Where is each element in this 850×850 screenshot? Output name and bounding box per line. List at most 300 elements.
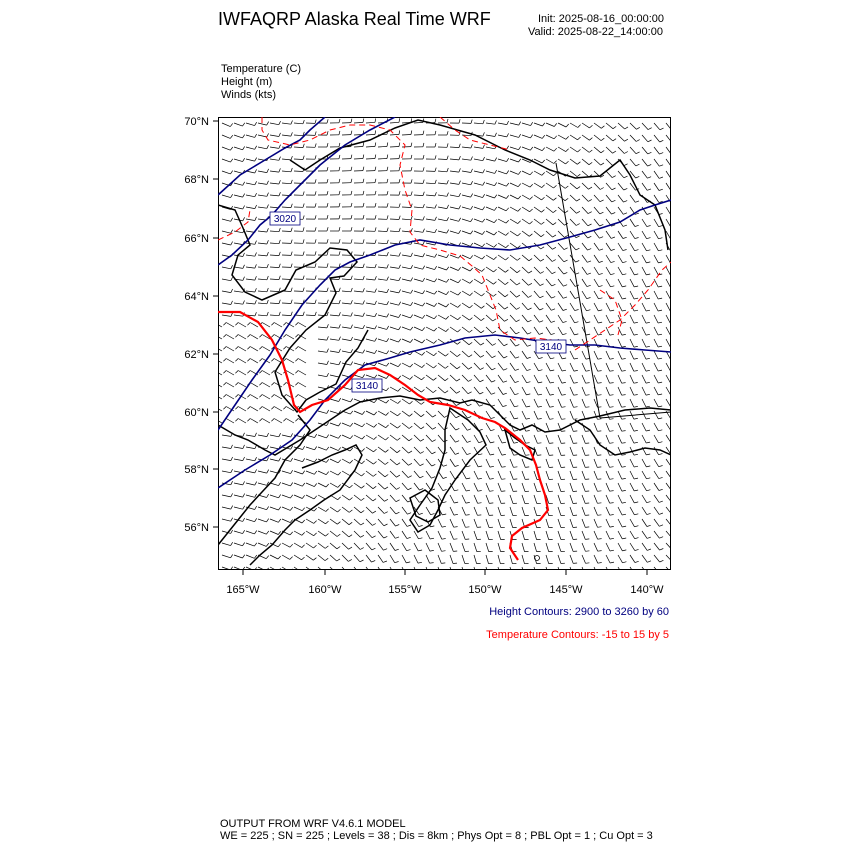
wind-barb xyxy=(330,483,338,487)
wind-barb-flag xyxy=(481,318,484,320)
wind-barb xyxy=(642,543,647,550)
wind-barb-flag xyxy=(235,419,238,422)
wind-barb-flag xyxy=(636,176,640,178)
wind-barb xyxy=(582,159,589,165)
wind-barb-flag xyxy=(327,119,328,123)
wind-barb-flag xyxy=(588,199,592,201)
wind-barb xyxy=(426,567,429,575)
wind-barb xyxy=(426,207,435,208)
wind-barb xyxy=(486,231,494,235)
wind-barb xyxy=(666,423,671,431)
wind-barb xyxy=(558,375,562,383)
wind-barb xyxy=(298,383,306,388)
height-label-text: 3140 xyxy=(355,381,379,392)
wind-barb xyxy=(234,567,242,570)
wind-barb-flag xyxy=(223,383,226,386)
wind-barb xyxy=(354,435,362,439)
wind-barb xyxy=(354,267,363,268)
wind-barb-flag xyxy=(647,238,651,239)
wind-barb xyxy=(402,219,411,220)
wind-barb-flag xyxy=(659,454,663,455)
wind-barb xyxy=(498,555,500,564)
wind-barb xyxy=(366,351,375,354)
wind-barb xyxy=(534,195,542,200)
wind-barb xyxy=(546,159,554,164)
wind-barb xyxy=(270,507,279,510)
wind-barb xyxy=(606,435,610,443)
wind-barb-flag xyxy=(575,310,579,311)
wind-barb-flag xyxy=(375,338,377,342)
wind-barb-flag xyxy=(420,464,424,466)
wind-barb xyxy=(570,195,577,201)
wind-barb xyxy=(258,243,267,244)
wind-barb-flag xyxy=(492,381,496,383)
wind-barb xyxy=(378,567,383,575)
wind-barb-flag xyxy=(660,153,664,155)
wind-barb-flag xyxy=(647,561,651,563)
wind-barb-flag xyxy=(502,467,506,468)
wind-barb-flag xyxy=(447,217,449,221)
wind-barb xyxy=(486,555,489,564)
wind-barb-flag xyxy=(361,523,364,525)
wind-barb xyxy=(630,147,636,154)
wind-barb-flag xyxy=(470,280,473,283)
wind-barb-flag xyxy=(279,168,281,172)
wind-barb-flag xyxy=(373,499,376,501)
wind-barb-flag xyxy=(671,177,675,178)
wind-barb xyxy=(606,291,610,299)
wind-barb-flag xyxy=(469,318,472,321)
wind-barb-flag xyxy=(647,177,651,179)
wind-barb xyxy=(654,243,658,251)
wind-barb xyxy=(258,507,267,510)
wind-barb xyxy=(462,159,471,160)
height-label-text: 3020 xyxy=(273,214,297,225)
wind-barb-flag xyxy=(539,370,543,371)
wind-barb-flag xyxy=(351,239,352,243)
wind-barb xyxy=(402,483,408,490)
wind-barb-flag xyxy=(373,511,376,513)
wind-barb xyxy=(498,435,502,443)
longitude-axis xyxy=(243,570,647,575)
wind-barb xyxy=(486,243,494,247)
wind-barb-flag xyxy=(423,192,424,196)
wind-barb-flag xyxy=(563,334,567,335)
wind-barb xyxy=(214,323,222,328)
wind-barb-flag xyxy=(302,520,305,523)
wind-barb-flag xyxy=(255,531,257,534)
wind-barb xyxy=(378,339,387,342)
wind-barb xyxy=(642,411,646,419)
wind-barb xyxy=(618,123,625,129)
wind-barb-flag xyxy=(550,382,554,383)
wind-barb-flag xyxy=(610,383,614,384)
wind-barb xyxy=(474,531,477,540)
wind-barb-flag xyxy=(468,380,472,382)
wind-barb-flag xyxy=(671,406,675,407)
wind-barb-flag xyxy=(235,335,238,338)
wind-barb-flag xyxy=(351,300,353,304)
wind-barb-flag xyxy=(598,322,602,323)
wind-barb xyxy=(250,383,258,388)
wind-barb-flag xyxy=(454,539,458,540)
wind-barb-flag xyxy=(611,249,615,250)
wind-barb xyxy=(318,531,325,536)
wind-barb-flag xyxy=(231,518,233,522)
wind-barb-flag xyxy=(659,525,663,527)
wind-barb-flag xyxy=(538,406,542,407)
wind-barb xyxy=(666,315,670,323)
wind-barb-flag xyxy=(211,323,214,326)
wind-barb-flag xyxy=(398,376,401,379)
wind-barb xyxy=(366,495,373,501)
wind-barb-flag xyxy=(279,121,281,125)
wind-barb-flag xyxy=(398,364,401,367)
wind-barb xyxy=(510,519,513,528)
wind-barb xyxy=(546,195,553,200)
wind-barb-flag xyxy=(271,371,274,374)
wind-barb xyxy=(510,159,519,162)
wind-barb-flag xyxy=(267,457,269,461)
wind-barb-flag xyxy=(466,502,470,503)
wind-barb xyxy=(522,447,525,455)
wind-barb xyxy=(498,531,501,540)
wind-barb-flag xyxy=(443,465,447,466)
wind-barb-flag xyxy=(361,511,364,513)
wind-barb xyxy=(234,291,243,292)
wind-barb xyxy=(594,375,598,383)
wind-barb-flag xyxy=(434,291,436,294)
wind-barb xyxy=(558,315,563,323)
wind-barb xyxy=(414,122,423,123)
wind-barb-flag xyxy=(387,179,388,183)
wind-barb-flag xyxy=(443,502,447,503)
wind-barb-flag xyxy=(480,392,484,394)
wind-barb-flag xyxy=(271,335,274,338)
wind-barb-flag xyxy=(471,206,473,209)
wind-barb xyxy=(570,147,578,152)
wind-barb-flag xyxy=(302,557,305,560)
wind-barb xyxy=(594,195,600,202)
wind-barb xyxy=(654,159,659,166)
wind-barb-flag xyxy=(501,491,505,492)
valid-time: Valid: 2025-08-22_14:00:00 xyxy=(528,26,663,38)
wind-barb xyxy=(582,387,586,395)
wind-barb xyxy=(222,147,230,150)
wind-barb xyxy=(522,339,527,346)
wind-barb xyxy=(274,395,282,400)
wind-barb xyxy=(270,435,279,437)
wind-barb-flag xyxy=(327,349,329,353)
wind-barb-flag xyxy=(422,315,424,318)
wind-barb-flag xyxy=(466,478,470,479)
wind-barb-flag xyxy=(302,532,305,535)
wind-barb-flag xyxy=(361,486,364,489)
wind-barb xyxy=(558,255,564,262)
wind-barb-flag xyxy=(397,475,400,477)
wind-barb-flag xyxy=(303,144,304,148)
wind-barb-flag xyxy=(565,198,568,200)
wind-barb xyxy=(594,123,601,128)
wind-barb xyxy=(630,315,634,323)
wind-barb-flag xyxy=(517,283,520,285)
wind-barb xyxy=(666,291,670,299)
wind-barb xyxy=(486,207,494,210)
wind-barb xyxy=(402,471,408,478)
wind-barb-flag xyxy=(303,312,304,316)
wind-barb-flag xyxy=(648,165,652,167)
wind-barb xyxy=(582,483,585,491)
wind-barb xyxy=(474,279,482,284)
wind-barb-flag xyxy=(589,150,592,152)
wind-barb xyxy=(450,519,454,527)
wind-barb xyxy=(486,363,492,370)
wind-barb-flag xyxy=(339,239,340,243)
wind-barb-flag xyxy=(610,443,614,444)
wind-barb xyxy=(238,419,246,424)
wind-barb-flag xyxy=(502,442,506,443)
wind-barb xyxy=(570,183,577,189)
wind-barb-flag xyxy=(493,294,496,296)
wind-barb xyxy=(378,267,387,268)
wind-barb xyxy=(222,195,231,198)
wind-barb-flag xyxy=(660,140,664,142)
wind-barb-flag xyxy=(327,143,328,147)
wind-barb xyxy=(366,447,374,452)
wind-barb xyxy=(630,267,634,275)
wind-barb-flag xyxy=(351,325,353,329)
wind-barb-flag xyxy=(363,301,365,305)
wind-barb xyxy=(250,359,258,364)
wind-barb xyxy=(298,371,306,376)
wind-barb xyxy=(510,387,515,395)
wind-barb-flag xyxy=(396,500,400,502)
wind-barb xyxy=(462,435,467,442)
wind-barb-flag xyxy=(646,334,650,335)
wind-barb xyxy=(234,243,243,245)
wind-barb xyxy=(558,483,561,492)
wind-barb-flag xyxy=(672,572,676,574)
wind-barb xyxy=(378,519,384,526)
latitude-axis xyxy=(213,121,218,527)
wind-barb-flag xyxy=(539,358,543,359)
wind-barb-flag xyxy=(350,423,353,426)
wind-barb-flag xyxy=(399,314,401,317)
wind-barb xyxy=(594,363,598,371)
wind-barb-flag xyxy=(421,414,424,416)
wind-barb-flag xyxy=(267,264,268,268)
wind-barb xyxy=(474,243,482,247)
wind-barb xyxy=(378,231,387,232)
wind-barb-flag xyxy=(659,226,663,227)
wind-barb xyxy=(486,423,491,431)
wind-barb xyxy=(510,507,513,516)
wind-barb xyxy=(390,147,399,148)
wind-barb-flag xyxy=(374,412,377,415)
wind-barb-flag xyxy=(398,351,401,354)
wind-barb-flag xyxy=(407,513,411,515)
wind-barb xyxy=(546,147,554,151)
wind-barb-flag xyxy=(598,539,602,540)
wind-barb-flag xyxy=(467,429,471,431)
wind-barb xyxy=(246,303,255,304)
wind-barb xyxy=(330,555,337,561)
wind-barb xyxy=(618,147,624,154)
wind-barb-flag xyxy=(350,448,353,451)
wind-barb xyxy=(258,567,266,571)
wind-barb xyxy=(250,323,258,328)
wind-barb-flag xyxy=(490,466,494,467)
wind-barb-flag xyxy=(636,140,640,142)
wind-barb xyxy=(438,207,447,209)
wind-barb-flag xyxy=(399,339,401,342)
wind-barb xyxy=(558,243,564,250)
wind-barb-flag xyxy=(231,242,233,246)
wind-barb-flag xyxy=(610,479,614,480)
wind-barb xyxy=(546,135,554,139)
wind-barb xyxy=(618,495,622,503)
wind-barb xyxy=(390,267,399,268)
wind-barb xyxy=(498,483,501,491)
wind-barb-flag xyxy=(489,503,493,504)
wind-barb xyxy=(246,471,255,473)
wind-barb xyxy=(214,347,222,352)
wind-barb xyxy=(570,279,575,286)
wind-barb xyxy=(570,327,574,335)
wind-barb-flag xyxy=(259,335,262,338)
wind-barb xyxy=(298,359,306,364)
wind-barb xyxy=(354,327,363,329)
wind-barb-flag xyxy=(303,471,305,474)
wind-barb-flag xyxy=(611,286,615,287)
wind-barb xyxy=(258,255,267,256)
wind-barb-flag xyxy=(421,439,424,441)
wind-barb-flag xyxy=(635,262,639,263)
wind-barb xyxy=(498,195,506,199)
wind-barb xyxy=(390,134,399,135)
wind-barb-flag xyxy=(671,501,675,503)
wind-barb-flag xyxy=(623,262,627,263)
wind-barb-flag xyxy=(279,228,280,232)
wind-barb xyxy=(378,543,383,550)
wind-barb-flag xyxy=(622,455,626,456)
wind-barb-flag xyxy=(514,455,518,456)
wind-barb xyxy=(294,531,302,535)
wind-barb xyxy=(270,447,279,449)
wind-barb xyxy=(510,459,513,467)
wind-barb-flag xyxy=(456,391,460,393)
wind-barb xyxy=(342,303,351,304)
wind-barb-flag xyxy=(589,187,593,189)
wind-barb xyxy=(450,447,455,454)
wind-barb xyxy=(474,567,477,576)
wind-barb-flag xyxy=(670,370,674,371)
wind-barb xyxy=(486,435,490,443)
wind-barb-flag xyxy=(446,279,448,282)
wind-barb-flag xyxy=(339,423,341,426)
wind-barb xyxy=(654,375,658,383)
wind-barb xyxy=(354,279,363,280)
wind-barb xyxy=(570,399,574,407)
wind-barb-flag xyxy=(671,489,675,491)
wind-barb-flag xyxy=(506,208,509,211)
wind-barb xyxy=(486,375,492,382)
wind-barb-flag xyxy=(315,215,316,219)
wind-barb xyxy=(666,207,671,215)
wind-barb xyxy=(474,555,477,564)
wind-barb-flag xyxy=(223,407,226,410)
wind-barb xyxy=(546,555,549,564)
wind-barb xyxy=(618,555,623,563)
wind-barb-flag xyxy=(409,426,412,428)
wind-barb xyxy=(262,347,270,352)
wind-barb-flag xyxy=(586,575,590,576)
wind-barb-flag xyxy=(457,367,460,369)
wind-barb-flag xyxy=(395,562,399,563)
wind-barb-flag xyxy=(373,486,376,488)
wind-barb xyxy=(630,255,635,263)
wind-barb xyxy=(570,123,578,128)
wind-barb-flag xyxy=(255,253,257,257)
wind-barb xyxy=(522,363,527,371)
wind-barb-flag xyxy=(255,518,257,521)
wind-barb-flag xyxy=(494,220,497,223)
wind-barb-flag xyxy=(315,459,317,462)
wind-barb xyxy=(234,147,243,150)
wind-barb xyxy=(606,123,613,129)
wind-barb xyxy=(582,183,589,189)
wind-barb-flag xyxy=(505,282,508,284)
wind-barb-flag xyxy=(326,509,329,512)
wind-barb-flag xyxy=(278,519,280,522)
wind-barb-flag xyxy=(635,538,639,539)
wind-barb xyxy=(486,219,494,223)
wind-barb xyxy=(474,303,481,308)
wind-barb-flag xyxy=(387,143,388,147)
wind-barb xyxy=(498,351,504,358)
wind-barb-flag xyxy=(363,252,364,256)
wind-barb-flag xyxy=(243,253,245,257)
wind-barb xyxy=(618,531,622,539)
wind-barb-flag xyxy=(610,526,614,527)
wind-barb-flag xyxy=(481,306,484,309)
wind-barb-flag xyxy=(398,388,401,391)
wind-barb-flag xyxy=(339,349,341,353)
wind-barb-flag xyxy=(505,270,508,273)
wind-barb xyxy=(510,399,514,407)
wind-barb-flag xyxy=(375,227,376,231)
wind-barb-flag xyxy=(338,447,340,450)
wind-barb xyxy=(258,543,266,546)
wind-barb-flag xyxy=(530,184,533,187)
wind-barb-flag xyxy=(478,478,482,479)
wind-barb xyxy=(654,303,658,311)
wind-barb xyxy=(594,519,598,527)
wind-barb xyxy=(486,267,494,272)
wind-barb xyxy=(222,291,231,293)
wind-barb xyxy=(582,243,588,250)
wind-barb xyxy=(438,519,442,527)
wind-barb-flag xyxy=(599,273,603,274)
wind-barb-flag xyxy=(363,374,365,377)
wind-barb-flag xyxy=(243,543,245,546)
wind-barb-flag xyxy=(278,568,281,571)
wind-barb xyxy=(402,279,411,281)
wind-barb xyxy=(234,495,243,497)
wind-barb-flag xyxy=(495,195,497,198)
wind-barb xyxy=(654,183,659,191)
wind-barb-flag xyxy=(386,413,389,416)
